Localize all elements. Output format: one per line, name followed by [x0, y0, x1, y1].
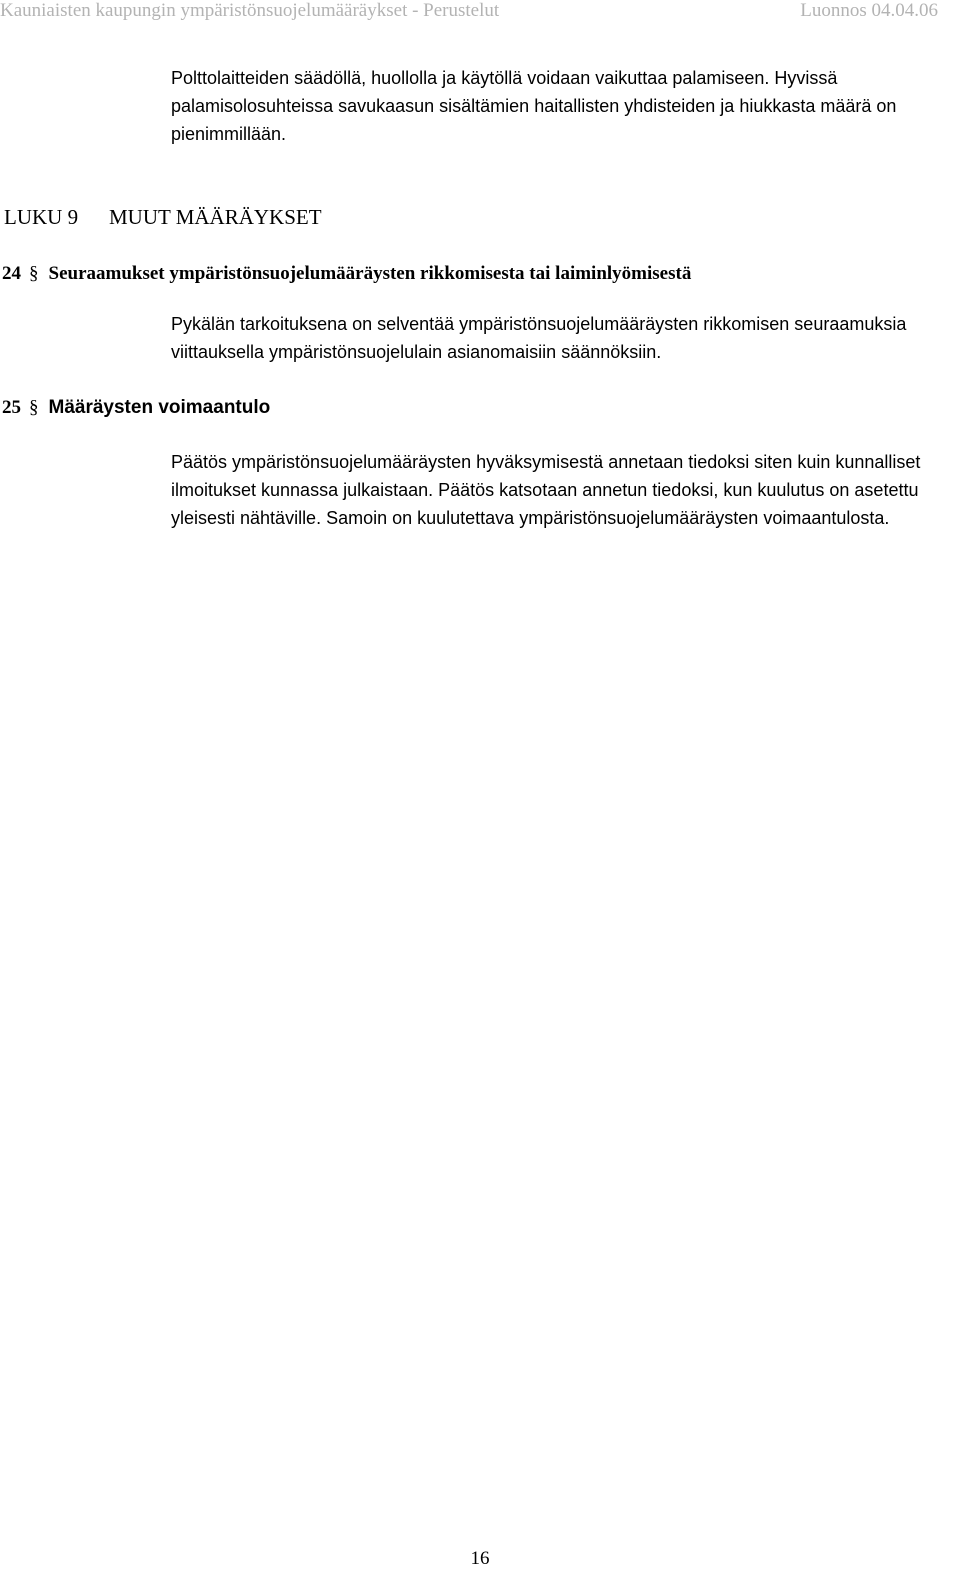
section-25-text: Päätös ympäristönsuojelumääräysten hyväksymisestä annetaan tiedoksi siten kuin kunnalliset ilmoitukset kunnassa julkaistaan. Päätös katsotaan annetun tiedoksi, kun kuulutus on asetettu yleisesti nähtäville. Samoin on kuulutettava ympäristönsuojelumääräysten voimaantulosta.	[171, 452, 921, 528]
document-title: Kauniaisten kaupungin ympäristönsuojelumääräykset - Perustelut	[0, 0, 500, 21]
section-24-text: Pykälän tarkoituksena on selventää ympäristönsuojelumääräysten rikkomisen seuraamuksia viittauksella ympäristönsuojelulain asianomaisiin säännöksiin.	[171, 314, 907, 362]
section-title: Seuraamukset ympäristönsuojelumääräysten rikkomisesta tai laiminlyömisestä	[48, 263, 692, 284]
section-number: 24	[2, 263, 21, 284]
page-header	[0, 0, 960, 28]
chapter-number: LUKU 9	[4, 205, 79, 229]
section-heading-24	[2, 260, 691, 288]
intro-paragraph: Polttolaitteiden säädöllä, huollolla ja käytöllä voidaan vaikuttaa palamiseen. Hyvissä palamisolosuhteissa savukaasun sisältämien haitallisten yhdisteiden ja hiukkasta määrä on pienimmillään.	[171, 68, 897, 144]
draft-date: Luonnos 04.04.06	[800, 0, 938, 21]
section-number: 25	[2, 397, 21, 418]
page-number: 16	[470, 1548, 490, 1569]
section-sign-icon: §	[29, 263, 39, 284]
chapter-title: MUUT MÄÄRÄYKSET	[109, 205, 322, 229]
section-heading-25	[2, 394, 270, 422]
section-sign-icon: §	[29, 397, 39, 418]
chapter-heading	[4, 205, 322, 230]
section-title: Määräysten voimaantulo	[48, 397, 271, 418]
